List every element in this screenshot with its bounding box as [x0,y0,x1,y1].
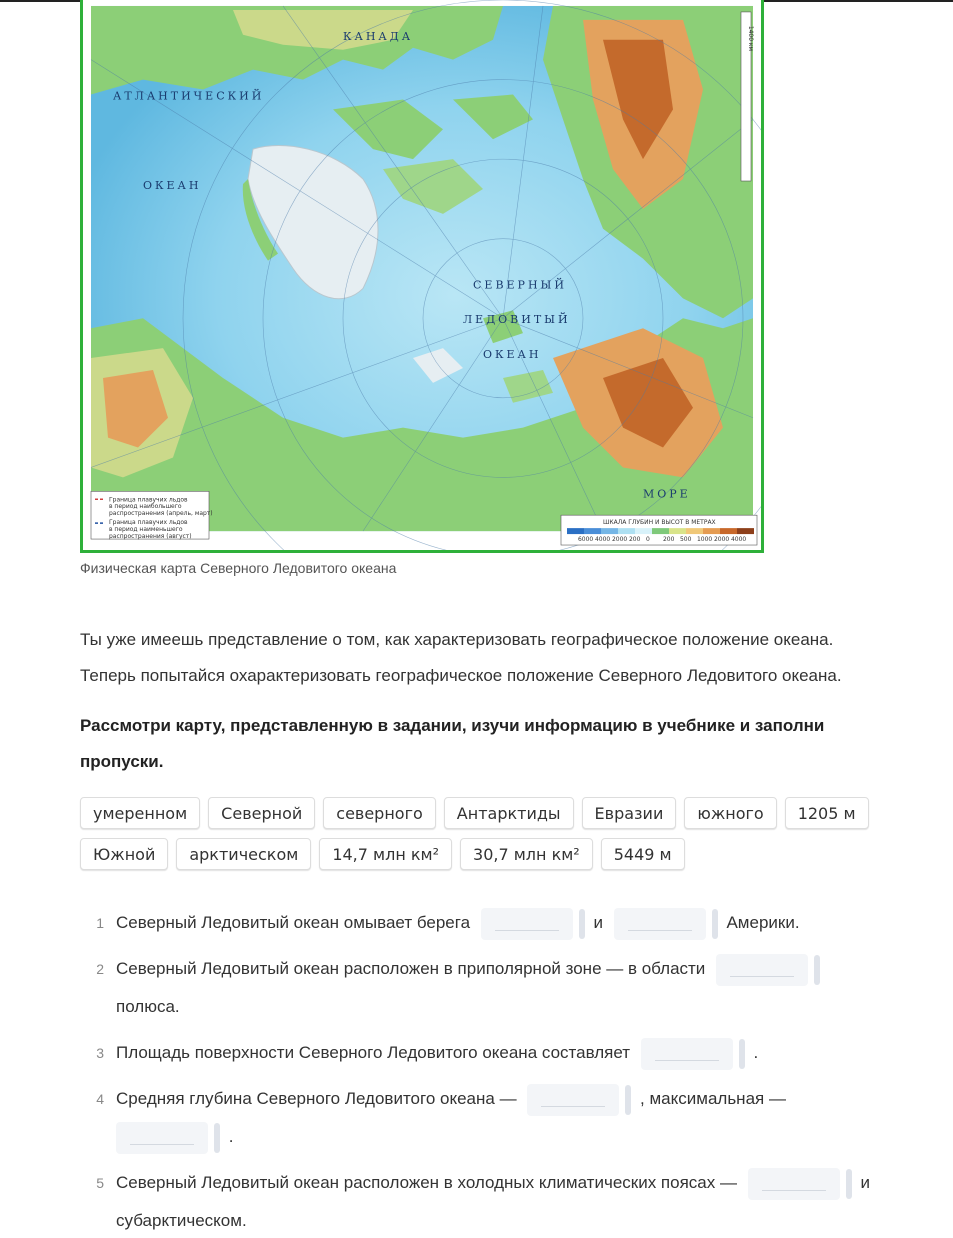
item-text: , максимальная — [640,1089,786,1108]
legend-tick-label: 4000 [731,536,747,544]
legend-swatch [652,528,669,534]
legend-swatch [686,528,703,534]
chip-option[interactable]: северного [323,797,436,829]
item-text: и [593,913,603,932]
chip-option[interactable]: умеренном [80,797,200,829]
map-label-northern: СЕВЕРНЫЙ [473,278,567,292]
legend-tick-label: 200 [629,536,641,544]
item-number: 4 [96,1091,104,1107]
chip-row-1 [80,797,900,829]
item-number: 2 [96,961,104,977]
fill-in-list [80,904,920,1238]
legend-title: ШКАЛА ГЛУБИН И ВЫСОТ В МЕТРАХ [603,519,716,527]
legend-swatch [737,528,754,534]
ice-legend-max: Граница плавучих льдов в период наибольшего распространения (апрель, март) [108,496,213,518]
item-number: 1 [96,915,104,931]
intro-paragraph-2: Теперь попытайся охарактеризовать географическое положение Северного Ледовитого океана. [80,666,842,685]
chip-option[interactable]: 5449 м [601,838,685,870]
ice-legend-min: Граница плавучих льдов в период наименьшего распространения (август) [108,519,192,541]
item-text: Средняя глубина Северного Ледовитого океана — [116,1089,517,1108]
answer-drop-slot[interactable] [716,954,808,986]
legend-tick-label: 500 [680,536,692,544]
legend-swatch [669,528,686,534]
legend-swatch [635,528,652,534]
physical-map-image [80,0,764,553]
item-text: . [753,1043,759,1062]
chip-option[interactable]: 1205 м [785,797,869,829]
item-text: и [860,1173,870,1192]
legend-tick-label: 2000 [714,536,730,544]
map-label-ocean-atlantic: ОКЕАН [143,178,202,192]
chip-option[interactable]: Евразии [582,797,677,829]
map-label-ocean-arctic: ОКЕАН [483,348,542,362]
chip-option[interactable]: 14,7 млн км² [319,838,452,870]
item-text: Северный Ледовитый океан омывает берега [116,913,471,932]
answer-drop-slot[interactable] [748,1168,840,1200]
answer-drop-slot[interactable] [116,1122,208,1154]
item-text: Северный Ледовитый океан расположен в приполярной зоне — в области [116,959,706,978]
chip-option[interactable]: Антарктиды [444,797,574,829]
chip-option[interactable]: 30,7 млн км² [460,838,593,870]
item-text: Площадь поверхности Северного Ледовитого океана составляет [116,1043,631,1062]
intro-paragraph-1: Ты уже имеешь представление о том, как характеризовать географическое положение океана. [80,630,834,649]
list-item [80,1164,920,1238]
chip-option[interactable]: Южной [80,838,168,870]
list-item [80,1034,920,1072]
map-label-arctic: ЛЕДОВИТЫЙ [463,313,571,327]
legend-swatch [584,528,601,534]
item-text: субарктическом. [116,1211,247,1230]
item-text: Северный Ледовитый океан расположен в холодных климатических поясах — [116,1173,737,1192]
chip-option[interactable]: арктическом [176,838,311,870]
item-number: 3 [96,1045,104,1061]
legend-tick-label: 6000 [578,536,594,544]
legend-tick-label: 2000 [612,536,628,544]
legend-tick-label: 200 [663,536,675,544]
item-text: Америки. [726,913,800,932]
item-text: . [228,1127,234,1146]
chip-option[interactable]: южного [684,797,776,829]
map-label-atlantic: АТЛАНТИЧЕСКИЙ [113,89,265,103]
legend-swatch [720,528,737,534]
list-item [80,1080,920,1156]
item-number: 5 [96,1175,104,1191]
answer-drop-slot[interactable] [641,1038,733,1070]
arctic-map-illustration [83,0,761,550]
legend-tick-label: 4000 [595,536,611,544]
answer-drop-slot[interactable] [481,908,573,940]
map-caption: Физическая карта Северного Ледовитого океана [80,560,397,576]
chip-option[interactable]: Северной [208,797,315,829]
answer-drop-slot[interactable] [614,908,706,940]
legend-swatch [618,528,635,534]
legend-tick-label: 0 [646,536,650,544]
map-scale-note: 1400 км [746,25,755,51]
answer-drop-slot[interactable] [527,1084,619,1116]
map-label-canada: КАНАДА [343,29,414,43]
legend-swatch [703,528,720,534]
legend-swatch [601,528,618,534]
task-instruction: Рассмотри карту, представленную в задании, изучи информацию в учебнике и заполни пропуски. [80,716,825,771]
list-item [80,950,920,1026]
legend-tick-label: 1000 [697,536,713,544]
map-label-sea: МОРЕ [643,487,691,501]
item-text: полюса. [116,997,180,1016]
legend-swatch [567,528,584,534]
answer-chip-bank [80,797,900,879]
chip-row-2 [80,838,900,870]
list-item [80,904,920,942]
